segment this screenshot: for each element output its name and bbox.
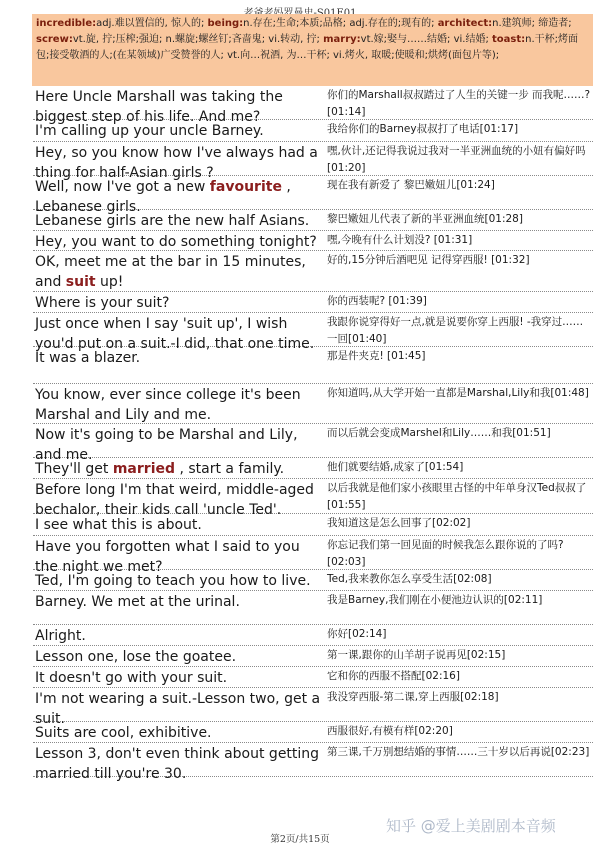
english-line: Well, now I've got a new favourite , Lebanese girls. — [35, 179, 291, 215]
highlighted-vocab-word: married — [112, 461, 176, 477]
subtitle-row — [33, 347, 593, 384]
subtitle-row — [33, 86, 593, 125]
subtitle-row — [33, 424, 593, 463]
subtitle-row — [33, 313, 593, 352]
chinese-translation: 你好[02:14] — [327, 628, 387, 640]
subtitle-row — [33, 722, 593, 743]
page-footer: 第2页/共15页 — [270, 834, 330, 845]
subtitle-row — [33, 667, 593, 688]
chinese-translation: 我没穿西服-第二课,穿上西服[02:18] — [327, 691, 499, 703]
subtitle-row — [33, 536, 593, 575]
chinese-translation: 嘿,今晚有什么计划没? [01:31] — [327, 234, 473, 246]
vocab-word: screw: — [36, 34, 73, 45]
chinese-translation: 而以后就会变成Marshel和Lily……和我[01:51] — [327, 427, 551, 439]
chinese-translation: 嘿,伙计,还记得我说过我对一半亚洲血统的小妞有偏好吗[01:20] — [327, 145, 586, 174]
chinese-translation: 第三课,千万别想结婚的事情……三十岁以后再说[02:23] — [327, 746, 590, 758]
english-line: Where is your suit? — [35, 295, 170, 311]
vocabulary-box — [32, 14, 593, 86]
vocab-definition: vt.旋, 拧;压榨;强迫; n.螺旋;螺丝钉;吝啬鬼; vi.转动, 拧; — [72, 34, 324, 45]
chinese-translation: 黎巴嫩妞儿代表了新的半亚洲血统[01:28] — [327, 213, 523, 225]
chinese-translation: 好的,15分钟后酒吧见 记得穿西服! [01:32] — [327, 254, 530, 266]
english-line: Lebanese girls are the new half Asians. — [35, 213, 310, 229]
english-line: Have you forgotten what I said to you the night we met? — [35, 539, 300, 575]
english-line: Suits are cool, exhibitive. — [35, 725, 212, 741]
chinese-translation: 西服很好,有模有样[02:20] — [327, 725, 453, 737]
subtitle-row — [33, 625, 593, 646]
chinese-translation: 我知道这是怎么回事了[02:02] — [327, 517, 471, 529]
chinese-translation: 第一课,跟你的山羊胡子说再见[02:15] — [327, 649, 506, 661]
subtitle-row — [33, 479, 593, 518]
english-line: It doesn't go with your suit. — [35, 670, 228, 686]
chinese-translation: 它和你的西服不搭配[02:16] — [327, 670, 460, 682]
chinese-translation: 你知道吗,从大学开始一直都是Marshal,Lily和我[01:48] — [327, 387, 589, 399]
english-line: Lesson 3, don't even think about getting married till you're 30. — [35, 746, 320, 782]
subtitle-row — [33, 743, 593, 782]
chinese-translation: 他们就要结婚,成家了[01:54] — [327, 461, 464, 473]
chinese-translation: 我给你们的Barney叔叔打了电话[01:17] — [327, 123, 519, 135]
subtitle-row — [33, 591, 593, 625]
vocab-word: marry: — [323, 34, 361, 45]
subtitle-row — [33, 514, 593, 536]
english-line: Ted, I'm going to teach you how to live. — [35, 573, 311, 589]
english-line: It was a blazer. — [35, 350, 141, 366]
english-line: You know, ever since college it's been Marshal and Lily and me. — [35, 387, 301, 423]
english-line: Hey, you want to do something tonight? — [35, 234, 317, 250]
english-line: Alright. — [35, 628, 86, 644]
subtitle-row — [33, 120, 593, 142]
highlighted-vocab-word: favourite — [209, 179, 282, 195]
subtitle-row — [33, 688, 593, 727]
chinese-translation: 以后我就是他们家小孩眼里古怪的中年单身汉Ted叔叔了[01:55] — [327, 482, 587, 511]
vocab-word: toast: — [492, 34, 526, 45]
vocab-word: being: — [207, 18, 244, 29]
subtitle-row — [33, 176, 593, 215]
english-line: I'm not wearing a suit.-Lesson two, get a suit. — [35, 691, 321, 727]
watermark: 知乎 @爱上美剧剧本音频 — [386, 817, 556, 835]
chinese-translation: 你的西装呢? [01:39] — [327, 295, 427, 307]
vocab-word: incredible: — [36, 18, 97, 29]
vocab-word: architect: — [437, 18, 493, 29]
subtitle-table — [33, 86, 593, 782]
vocab-definition: vt.嫁;娶与……结婚; vi.结婚; — [360, 34, 493, 45]
chinese-translation: 我是Barney,我们刚在小便池边认识的[02:11] — [327, 594, 543, 606]
english-line: They'll get married , start a family. — [35, 461, 285, 477]
chinese-translation: 那是件夹克! [01:45] — [327, 350, 426, 362]
english-line: Lesson one, lose the goatee. — [35, 649, 237, 665]
chinese-translation: 你们的Marshall叔叔踏过了人生的关键一步 而我呢……? [01:14] — [327, 89, 591, 118]
vocab-definition: adj.难以置信的, 惊人的; — [96, 18, 208, 29]
subtitle-row — [33, 251, 593, 292]
vocab-definition: n.建筑师; 缔造者; — [492, 18, 572, 29]
english-line: Barney. We met at the urinal. — [35, 594, 240, 610]
vocab-definition: n.存在;生命;本质;品格; adj.存在的;现有的; — [243, 18, 438, 29]
english-line: Now it's going to be Marshal and Lily, and me. — [35, 427, 298, 463]
english-line: OK, meet me at the bar in 15 minutes, and suit up! — [35, 254, 306, 290]
english-line: Hey, so you know how I've always had a thing for half-Asian girls ? — [35, 145, 318, 181]
subtitle-row — [33, 142, 593, 181]
subtitle-row — [33, 458, 593, 479]
subtitle-row — [33, 231, 593, 251]
subtitle-row — [33, 570, 593, 591]
subtitle-row — [33, 384, 593, 424]
chinese-translation: Ted,我来教你怎么享受生活[02:08] — [327, 573, 492, 585]
subtitle-row — [33, 646, 593, 667]
chinese-translation: 你忘记我们第一回见面的时候我怎么跟你说的了吗? [02:03] — [327, 539, 564, 568]
vocab-definition: n.干杯;烤面包;接受敬酒的人;(在某领域)广受赞誉的人; vt.向…祝酒, 为…干杯; vi.烤火, 取暖;使暖和;烘烤(面包片等); — [36, 34, 579, 61]
chinese-translation: 现在我有新爱了 黎巴嫩妞儿[01:24] — [327, 179, 495, 191]
highlighted-vocab-word: suit — [65, 273, 96, 290]
english-line: Here Uncle Marshall was taking the biggest step of his life. And me? — [35, 89, 283, 125]
english-line: Just once when I say 'suit up', I wish you'd put on a suit.-I did, that one time. — [35, 316, 315, 352]
chinese-translation: 我跟你说穿得好一点,就是说要你穿上西服! -我穿过……一回[01:40] — [327, 316, 584, 345]
english-line: I see what this is about. — [35, 517, 202, 533]
english-line: Before long I'm that weird, middle-aged bechalor, their kids call 'uncle Ted'. — [35, 482, 314, 518]
subtitle-row — [33, 210, 593, 231]
subtitle-row — [33, 292, 593, 313]
english-line: I'm calling up your uncle Barney. — [35, 123, 264, 139]
